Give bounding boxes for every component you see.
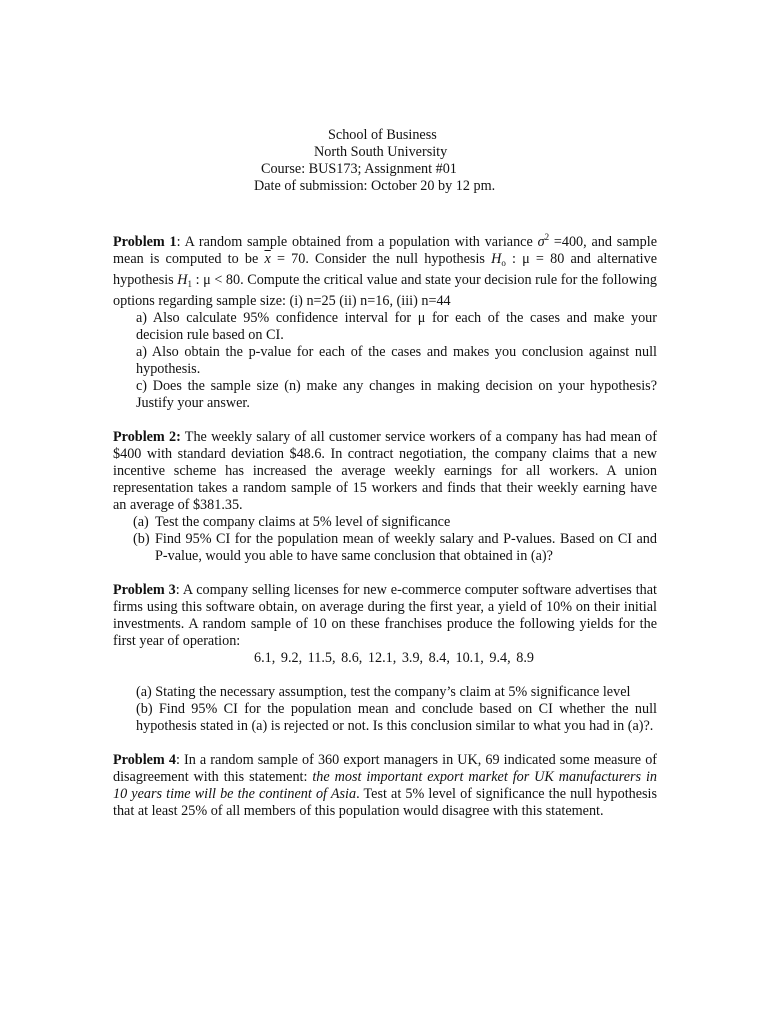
problem-2-statement <box>113 429 657 514</box>
problem-1-text-a: : A random sample obtained from a population with variance <box>176 234 538 250</box>
problem-2-item <box>133 514 657 531</box>
problem-1 <box>113 229 657 412</box>
problem-3-item: (b) Find 95% CI for the population mean and conclude based on CI whether the null hypothesis stated in (a) is rejected or not. Is this conclusion similar to what you had in (a)?. <box>136 701 657 734</box>
problem-2-item <box>133 531 657 565</box>
submission-date: Date of submission: October 20 by 12 pm. <box>254 178 496 194</box>
problems-body <box>113 229 657 820</box>
problem-1-text-d: : μ = 80 and alternative hypothesis <box>113 251 658 288</box>
problem-3-text: : A company selling licenses for new e-commerce computer software advertises that firms using this software obtain, on average during the first year, a yield of 10% on their initial investments. A random sample of 10 on these franchises produce the following yields for the first year of operation: <box>113 582 657 649</box>
null-hypothesis-symbol: H <box>491 251 502 267</box>
problem-3-label: Problem 3 <box>113 582 176 598</box>
problem-1-item: c) Does the sample size (n) make any changes in making decision on your hypothesis? Justify your answer. <box>136 378 657 411</box>
problem-1-statement <box>113 229 657 310</box>
problem-1-text-e: : μ < 80. Compute the critical value and state your decision rule for the following options regarding sample size: (i) n=25 (ii) n=16, (iii) n=44 <box>113 272 657 309</box>
problem-4-label: Problem 4 <box>113 752 176 768</box>
problem-2 <box>113 429 657 565</box>
problem-2-text: The weekly salary of all customer service workers of a company has had mean of $400 with standard deviation $48.6. In contract negotiation, the company claims that a new incentive scheme has increased the average weekly earnings for all workers. A union representation takes a random sample of 15 workers and finds that their weekly earning have an average of $381.35. <box>113 429 657 513</box>
alt-hypothesis-subscript: 1 <box>187 279 193 289</box>
null-hypothesis-subscript: o <box>501 258 506 268</box>
problem-1-item: a) Also calculate 95% confidence interval for μ for each of the cases and make your decision rule based on CI. <box>136 310 657 343</box>
problem-2-label: Problem 2: <box>113 429 181 445</box>
problem-4-text-b: . Test at 5% level of significance the null hypothesis that at least 25% of all members of this population would disagree with this statement. <box>113 786 658 819</box>
item-text: Test the company claims at 5% level of significance <box>155 514 451 530</box>
school-name: School of Business <box>328 127 437 143</box>
sigma-exponent: 2 <box>544 232 550 242</box>
problem-3 <box>113 582 657 735</box>
yield-data-values: 6.1, 9.2, 11.5, 8.6, 12.1, 3.9, 8.4, 10.1, 9.4, 8.9 <box>254 650 534 666</box>
problem-1-label: Problem 1 <box>113 234 177 250</box>
problem-3-statement <box>113 582 657 650</box>
sigma-symbol: σ <box>537 234 545 250</box>
item-text: Find 95% CI for the population mean of weekly salary and P-values. Based on CI and P-value, would you able to have same conclusion that obtained in (a)? <box>155 531 657 564</box>
problem-4-statement <box>113 752 657 820</box>
problem-1-text-c: = 70. Consider the null hypothesis <box>270 251 492 267</box>
sample-mean-symbol: $\overline{x}$ <box>264 251 271 267</box>
course-line: Course: BUS173; Assignment #01 <box>261 161 457 177</box>
problem-4-quote: the most important export market for UK manufacturers in 10 years time will be the continent of Asia <box>113 769 657 802</box>
problem-4-text-a: : In a random sample of 360 export managers in UK, 69 indicated some measure of disagreement with this statement: <box>113 752 658 785</box>
item-label: (b) <box>133 531 150 547</box>
alt-hypothesis-symbol: H <box>177 272 188 288</box>
problem-2-items <box>113 514 657 565</box>
university-name: North South University <box>314 144 448 160</box>
problem-1-text-b: =400, and sample mean is computed to be <box>113 234 657 267</box>
problem-1-item: a) Also obtain the p-value for each of the cases and makes you conclusion against null hypothesis. <box>136 344 657 377</box>
problem-3-item: (a) Stating the necessary assumption, test the company’s claim at 5% significance level <box>136 684 631 700</box>
problem-4 <box>113 752 657 820</box>
item-label: (a) <box>133 514 149 530</box>
